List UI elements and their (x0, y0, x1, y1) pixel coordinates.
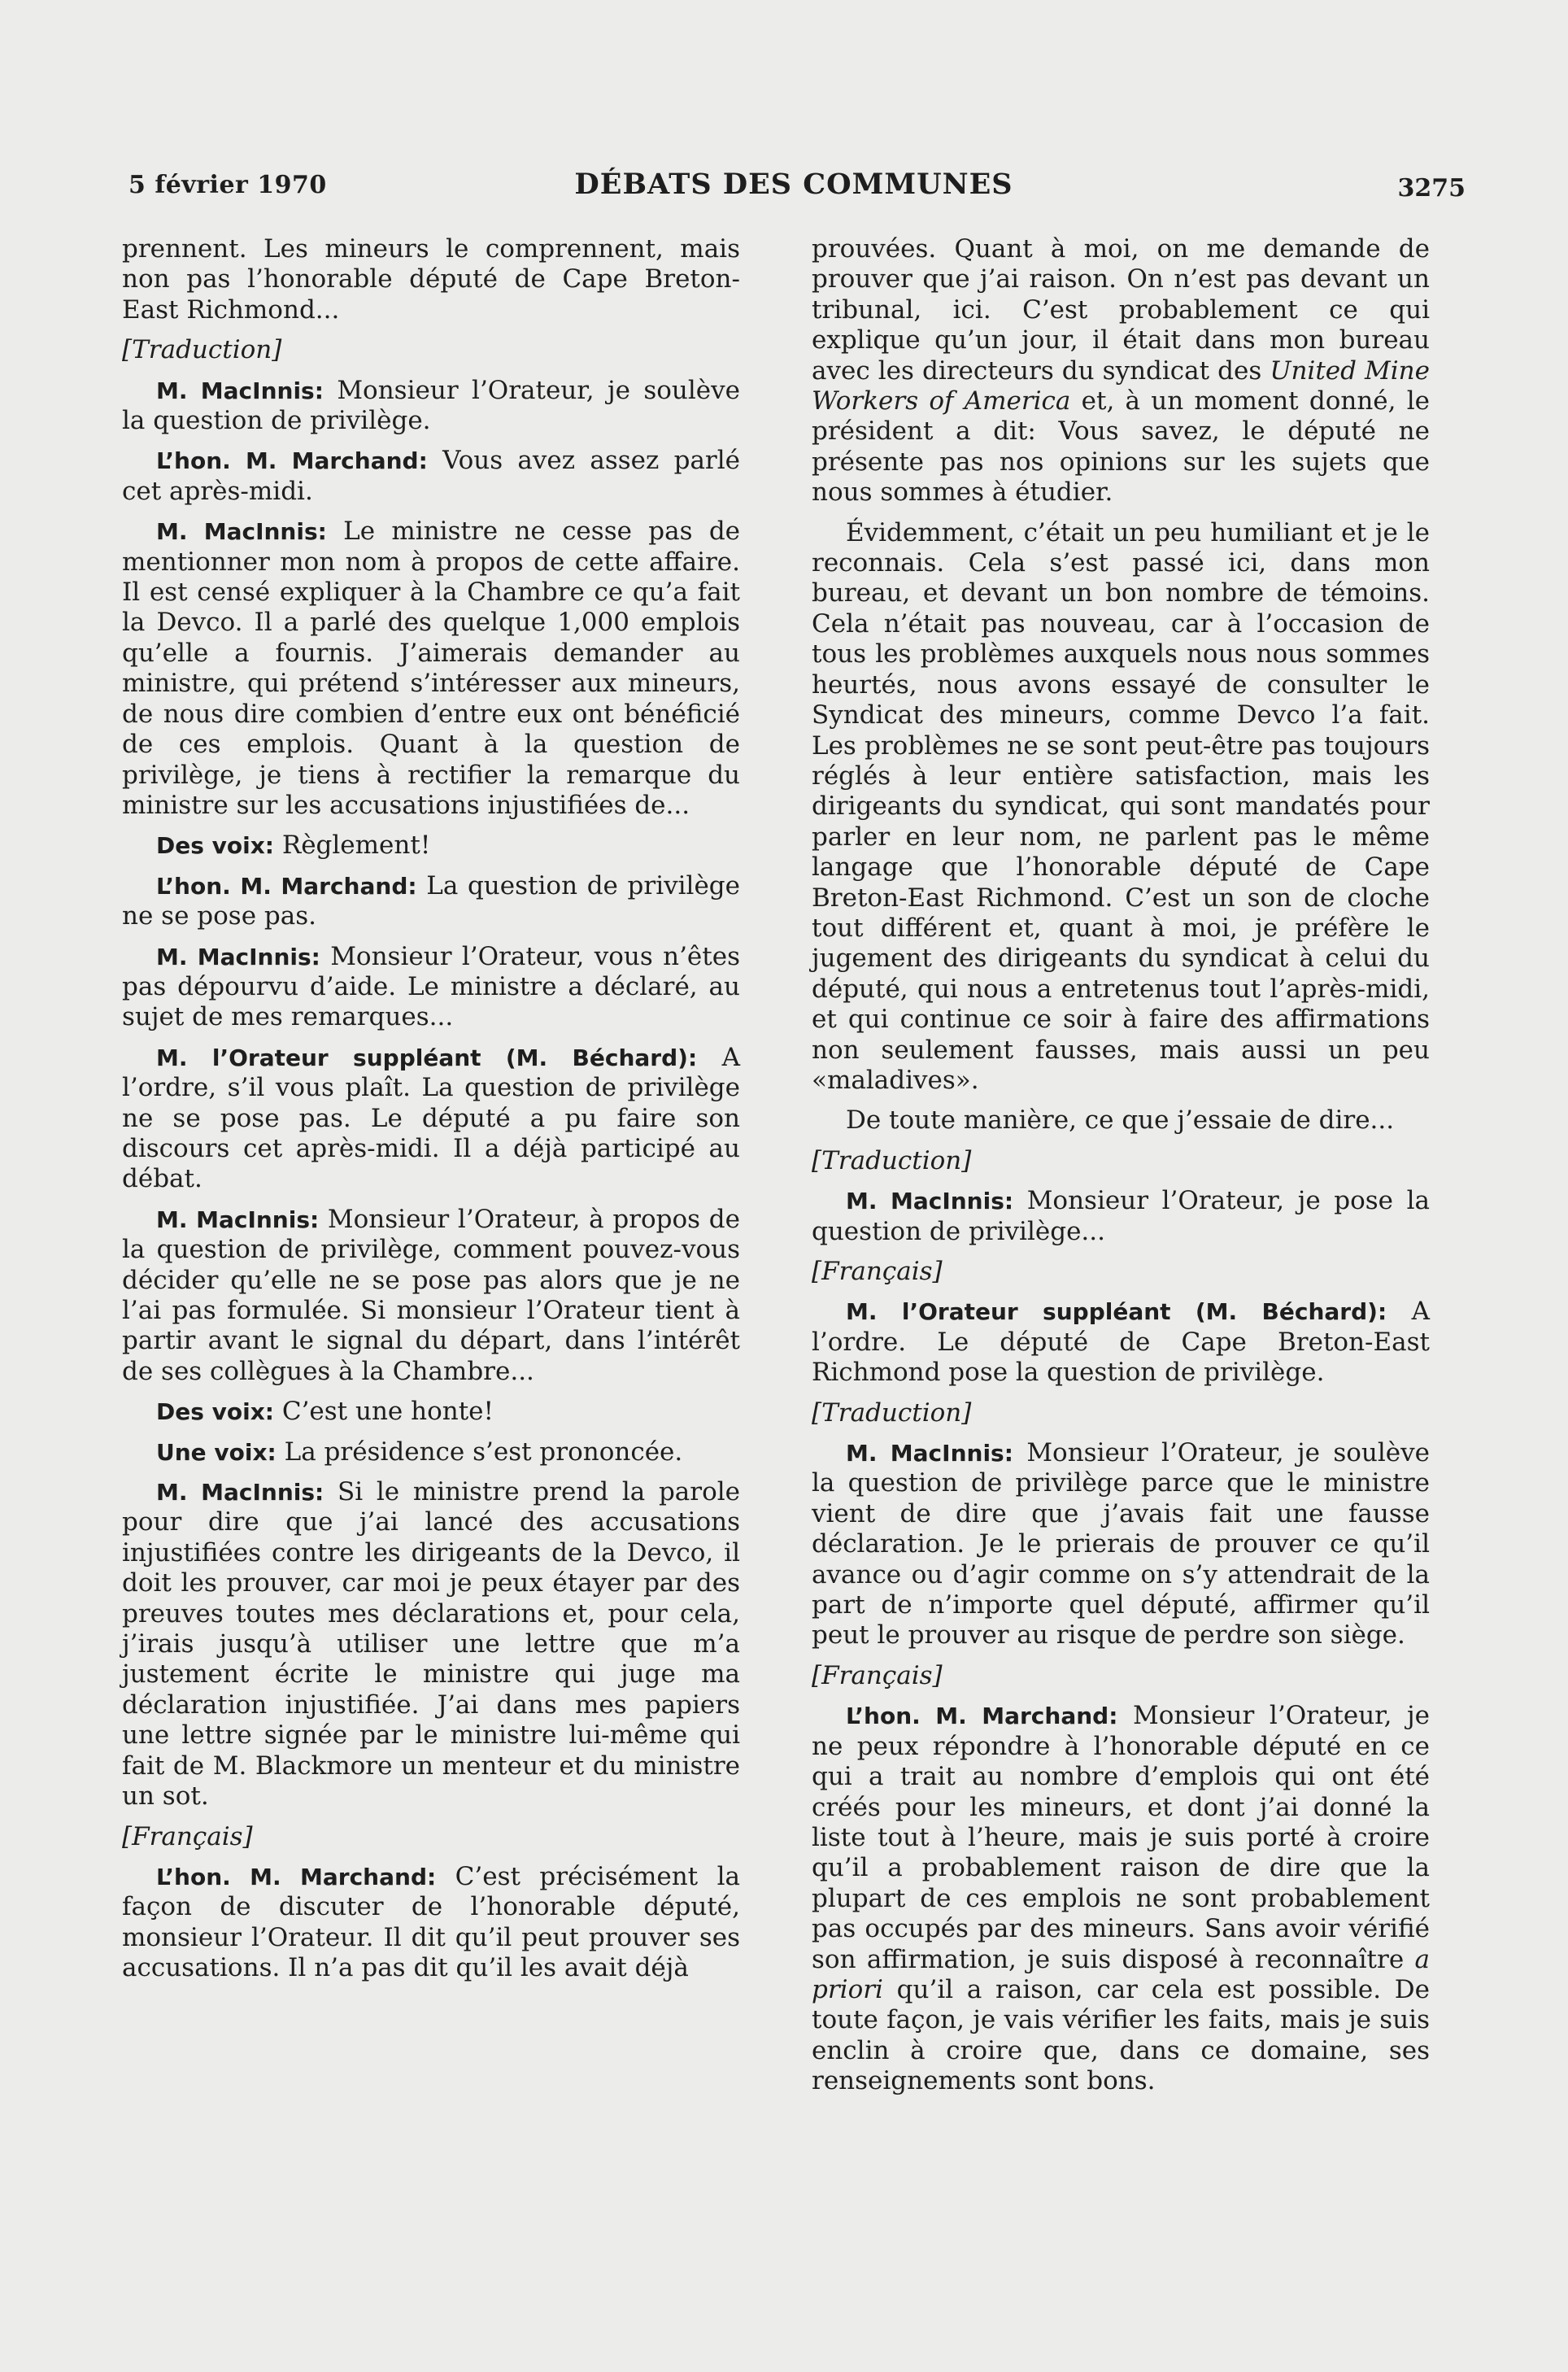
speech (122, 1477, 740, 1812)
speaker: Des voix: (156, 1398, 274, 1426)
speech (812, 1701, 1430, 2096)
latin-phrase: a priori (812, 1944, 1430, 2004)
speech-text: Monsieur l’Orateur, je soulève la question de privilège. (122, 375, 740, 436)
speech (122, 1862, 740, 1984)
speech (122, 1397, 740, 1427)
speech (122, 831, 740, 861)
speech-text: Le ministre ne cesse pas de mentionner mon nom à propos de cette affaire. Il est censé expliquer à la Chambre ce qu’a fait la Devco. Il a parlé des quelque 1,000 emplois qu’elle a fournis. J’aimerais demander au ministre, qui prétend s’intéresser aux mineurs, de nous dire combien d’entre eux ont bénéficié de ces emplois. Quant à la question de privilège, je tiens à rectifier la remarque du ministre sur les accusations injustifiées de... (122, 517, 741, 820)
speech-text: La question de privilège ne se pose pas. (122, 870, 740, 931)
language-note: [Français] (812, 1257, 943, 1286)
speaker: M. MacInnis: (156, 1206, 320, 1233)
speaker: L’hon. M. Marchand: (156, 1863, 437, 1890)
speaker: L’hon. M. Marchand: (846, 1703, 1118, 1730)
speech-text: C’est une honte! (281, 1397, 494, 1427)
speaker: M. MacInnis: (846, 1440, 1013, 1467)
speech-text: La présidence s’est prononcée. (284, 1437, 683, 1467)
text-run: Monsieur l’Orateur, je ne peux répondre à l’honorable député en ce qui a trait au nombre d’emplois qui ont été créés pour les mineurs, et dont j’ai donné la liste tout à l’heure, mais je suis porté à croire qu’il a probablement raison de dire que la plupart de ces emplois ne sont probablement pas occupés par des mineurs. Sans avoir vérifié son affirmation, je suis disposé à reconnaître (812, 1701, 1430, 1974)
speaker: M. MacInnis: (156, 1479, 324, 1506)
paragraph: De toute manière, ce que j’essaie de dire... (846, 1105, 1395, 1136)
speech-text: Monsieur l’Orateur, à propos de la question de privilège, comment pouvez-vous décider qu’elle ne se pose pas alors que je ne l’ai pas formulée. Si monsieur l’Orateur tient à partir avant le signal du départ, dans l’intérêt de ses collègues à la Chambre... (122, 1204, 740, 1386)
page-header (122, 168, 1466, 208)
right-column (812, 234, 1430, 2107)
speaker: M. l’Orateur suppléant (M. Béchard): (156, 1044, 698, 1071)
speech-text: Monsieur l’Orateur, je pose la question de privilège... (812, 1186, 1430, 1246)
speaker: M. MacInnis: (156, 943, 320, 970)
speech (122, 1043, 740, 1195)
speech (122, 446, 740, 507)
left-column (122, 234, 740, 1994)
language-note: [Traduction] (812, 1145, 972, 1175)
speaker: Une voix: (156, 1438, 277, 1466)
page-number: 3275 (1397, 174, 1466, 203)
speech-text: A l’ordre. Le député de Cape Breton-East Richmond pose la question de privilège. (812, 1297, 1430, 1388)
language-note: [Français] (122, 1821, 253, 1851)
speech (812, 1297, 1430, 1388)
speech-text: Si le ministre prend la parole pour dire que j’ai lancé des accusations injustifiées contre les dirigeants de la Devco, il doit les prouver, car moi je peux étayer par des preuves toutes mes déclarations et, pour cela, j’irais jusqu’à utiliser une lettre que m’a justement écrite le ministre qui juge ma déclaration injustifiée. J’ai dans mes papiers une lettre signée par le ministre lui-même qui fait de M. Blackmore un menteur et du ministre un sot. (122, 1477, 741, 1812)
speech (122, 1205, 740, 1387)
speaker: M. MacInnis: (846, 1188, 1014, 1215)
text-run: et, à un moment donné, le président a dit: Vous savez, le député ne présente pas nos opinions sur les sujets que nous sommes à étudier. (812, 386, 1430, 508)
language-note: [Traduction] (812, 1397, 972, 1428)
paragraph: prennent. Les mineurs le comprennent, mais non pas l’honorable député de Cape Breton-East Richmond... (122, 234, 740, 325)
speaker: M. l’Orateur suppléant (M. Béchard): (846, 1298, 1387, 1326)
language-note: [Traduction] (122, 335, 282, 365)
speech-text: A l’ordre, s’il vous plaît. La question de privilège ne se pose pas. Le député a pu faire son discours cet après-midi. Il a déjà participé au débat. (122, 1042, 740, 1194)
header-title: DÉBATS DES COMMUNES (574, 168, 1013, 201)
speech-text: Monsieur l’Orateur, je soulève la question de privilège parce que le ministre vient de dire que j’avais fait une fausse déclaration. Je le prierais de prouver ce qu’il avance ou d’agir comme on s’y attendrait de la part de n’importe quel député, affirmer qu’il peut le prouver au risque de perdre son siège. (812, 1438, 1430, 1650)
speech (122, 517, 740, 821)
speaker: M. MacInnis: (156, 377, 324, 404)
speech (122, 942, 740, 1033)
header-date: 5 février 1970 (128, 171, 327, 199)
speech-text: Monsieur l’Orateur, vous n’êtes pas dépourvu d’aide. Le ministre a déclaré, au sujet de mes remarques... (122, 941, 740, 1032)
text-run: qu’il a raison, car cela est possible. De toute façon, je vais vérifier les faits, mais je suis enclin à croire que, dans ce domaine, ses renseignements sont bons. (812, 1974, 1430, 2096)
speech-text: C’est précisément la façon de discuter de l’honorable député, monsieur l’Orateur. Il dit qu’il peut prouver ses accusations. Il n’a pas dit qu’il les avait déjà (122, 1861, 741, 1983)
language-note: [Français] (812, 1660, 943, 1690)
speaker: Des voix: (156, 832, 274, 860)
text-run: prouvées. Quant à moi, on me demande de prouver que j’ai raison. On n’est pas devant un tribunal, ici. C’est probablement ce qui explique qu’un jour, il était dans mon bureau avec les directeurs du syndicat des (812, 234, 1430, 386)
speaker: L’hon. M. Marchand: (156, 872, 417, 900)
speech-text: Vous avez assez parlé cet après-midi. (122, 446, 741, 506)
speech (122, 1437, 740, 1467)
speech (122, 376, 740, 437)
union-name: United Mine Workers of America (812, 355, 1430, 416)
paragraph (812, 234, 1430, 508)
speaker: L’hon. M. Marchand: (156, 447, 428, 475)
speech (122, 871, 740, 932)
speech (812, 1438, 1430, 1651)
speaker: M. MacInnis: (156, 518, 327, 546)
paragraph: Évidemment, c’était un peu humiliant et je le reconnais. Cela s’est passé ici, dans mon bureau, et devant un bon nombre de témoins. Cela n’était pas nouveau, car à l’occasion de tous les problèmes auxquels nous nous sommes heurtés, nous avons essayé de consulter le Syndicat des mineurs, comme Devco l’a fait. Les problèmes ne se sont peut-être pas toujours réglés à leur entière satisfaction, mais les dirigeants du syndicat, qui sont mandatés pour parler en leur nom, ne parlent pas le même langage que l’honorable député de Cape Breton-East Richmond. C’est un son de cloche tout différent et, quant à moi, je préfère le jugement des dirigeants du syndicat à celui du député, qui nous a entretenus tout l’après-midi, et qui continue ce soir à faire des affirmations non seulement fausses, mais aussi un peu «maladives». (812, 517, 1430, 1095)
speech (812, 1186, 1430, 1247)
speech-text: Règlement! (281, 831, 431, 861)
